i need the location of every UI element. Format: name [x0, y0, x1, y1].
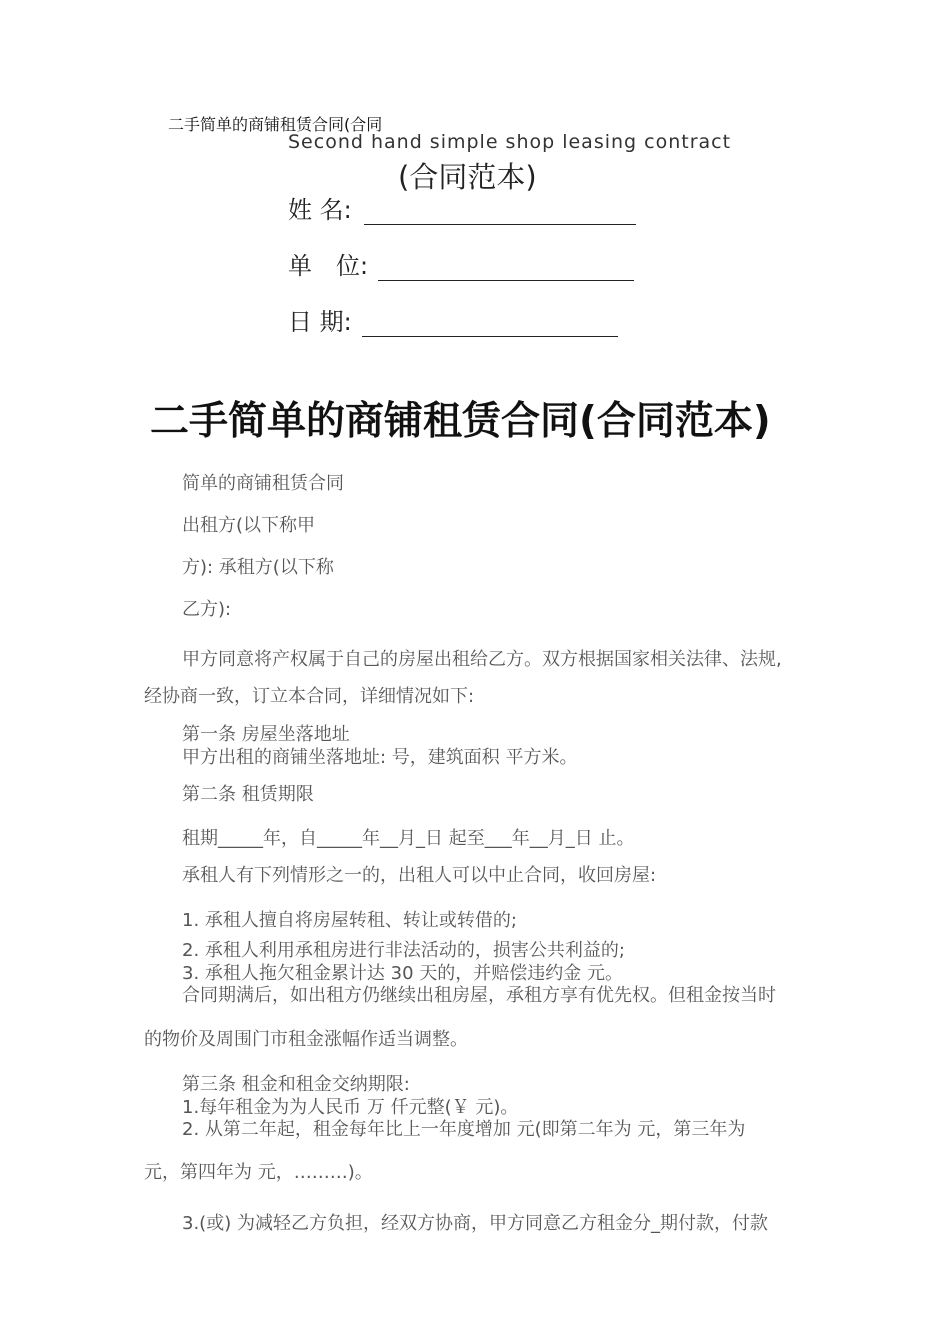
article-3-heading: 第三条 租金和租金交纳期限: — [182, 1074, 410, 1095]
article-2-heading: 第二条 租赁期限 — [182, 784, 314, 805]
body-line: 方): 承租方(以下称 — [182, 557, 334, 578]
body-line: 出租方(以下称甲 — [182, 515, 316, 536]
contract-template-label: (合同范本) — [398, 160, 537, 194]
body-line: 简单的商铺租赁合同 — [182, 473, 344, 494]
date-label: 日 期: — [288, 308, 352, 336]
unit-blank-line — [378, 256, 634, 281]
list-item: 2. 从第二年起，租金每年比上一年度增加 元(即第二年为 元，第三年为 — [182, 1119, 746, 1140]
name-blank-line — [364, 200, 636, 225]
list-item: 1.每年租金为为人民币 万 仟元整(￥ 元)。 — [182, 1097, 519, 1118]
body-line: 承租人有下列情形之一的，出租人可以中止合同，收回房屋: — [182, 865, 657, 886]
main-title: 二手简单的商铺租赁合同(合同范本) — [150, 399, 771, 444]
date-field — [288, 302, 618, 337]
unit-label: 单 位: — [288, 252, 369, 280]
body-line: 甲方同意将产权属于自己的房屋出租给乙方。双方根据国家相关法律、法规, — [182, 649, 782, 670]
body-line: 合同期满后，如出租方仍继续出租房屋，承租方享有优先权。但租金按当时 — [182, 985, 776, 1006]
body-line: 乙方): — [182, 599, 232, 620]
list-item: 3. 承租人拖欠租金累计达 30 天的，并赔偿违约金 元。 — [182, 963, 623, 984]
name-field — [288, 190, 636, 225]
name-label: 姓 名: — [288, 196, 352, 224]
header-small-title: 二手简单的商铺租赁合同(合同 — [168, 115, 383, 134]
body-line: 元，第四年为 元，………)。 — [144, 1162, 373, 1183]
article-1-heading: 第一条 房屋坐落地址 — [182, 724, 350, 745]
list-item: 1. 承租人擅自将房屋转租、转让或转借的; — [182, 910, 517, 931]
body-line: 经协商一致，订立本合同，详细情况如下: — [144, 686, 475, 707]
body-line: 甲方出租的商铺坐落地址: 号，建筑面积 平方米。 — [182, 747, 578, 768]
body-line: 租期_____年，自_____年__月_日 起至___年__月_日 止。 — [182, 828, 635, 849]
unit-field — [288, 246, 634, 281]
english-title: Second hand simple shop leasing contract — [288, 131, 732, 153]
list-item: 2. 承租人利用承租房进行非法活动的，损害公共利益的; — [182, 940, 625, 961]
list-item: 3.(或) 为减轻乙方负担，经双方协商，甲方同意乙方租金分_期付款，付款 — [182, 1213, 768, 1234]
date-blank-line — [362, 312, 618, 337]
body-line: 的物价及周围门市租金涨幅作适当调整。 — [144, 1029, 468, 1050]
